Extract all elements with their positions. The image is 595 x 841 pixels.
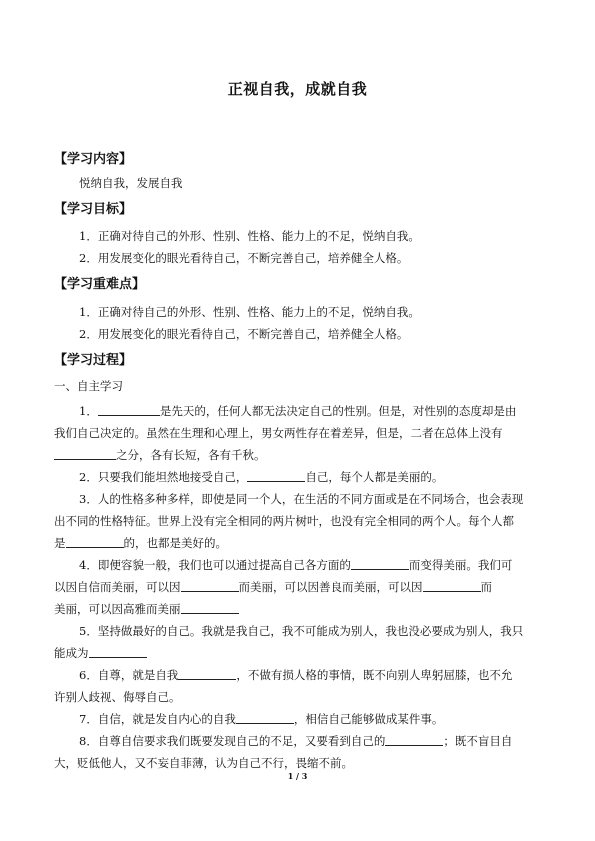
blank-7[interactable] <box>423 580 481 592</box>
item-1-line-2: 我们自己决定的。虽然在生理和心理上，男女两性存在着差异，但是，二者在总体上没有 <box>54 426 503 440</box>
goal-1: 1．正确对待自己的外形、性别、性格、能力上的不足，悦纳自我。 <box>79 229 420 243</box>
blank-4[interactable] <box>66 536 124 548</box>
blank-10[interactable] <box>178 668 236 680</box>
item-1-line-1: 1． 是先天的，任何人都无法决定自己的性别。但是，对性别的态度却是由 <box>79 404 517 418</box>
blank-3[interactable] <box>247 470 305 482</box>
keypoint-2: 2．用发展变化的眼光看待自己，不断完善自己，培养健全人格。 <box>79 327 409 341</box>
item-4-line-1: 4．即便容貌一般，我们也可以通过提高自己各方面的 而变得美丽。我们可 <box>79 558 513 572</box>
item-3-line-2: 出不同的性格特征。世界上没有完全相同的两片树叶，也没有完全相同的两个人。每个人都 <box>54 514 514 528</box>
heading-process: 【学习过程】 <box>54 353 133 368</box>
blank-8[interactable] <box>181 602 239 614</box>
blank-2[interactable] <box>54 448 116 460</box>
item-3-line-1: 3．人的性格多种多样，即使是同一个人，在生活的不同方面或是在不同场合，也会表现 <box>79 492 524 506</box>
blank-11[interactable] <box>236 712 294 724</box>
page-title: 正视自我，成就自我 <box>227 80 368 98</box>
blank-5[interactable] <box>351 558 409 570</box>
heading-goals: 【学习目标】 <box>54 202 133 217</box>
goal-2: 2．用发展变化的眼光看待自己，不断完善自己，培养健全人格。 <box>79 251 409 265</box>
blank-9[interactable] <box>89 646 147 658</box>
item-8-line-2: 大，贬低他人，又不妄自菲薄，认为自己不行，畏缩不前。 <box>54 756 353 770</box>
page-number: 1 / 3 <box>287 771 308 781</box>
item-6-line-2: 许别人歧视、侮辱自己。 <box>54 690 181 704</box>
item-1-line-3: 之分，各有长短，各有千秋。 <box>54 447 266 463</box>
keypoint-1: 1．正确对待自己的外形、性别、性格、能力上的不足，悦纳自我。 <box>79 305 420 319</box>
item-5-line-2: 能成为 <box>54 645 147 661</box>
item-2-line-1: 2．只要我们能坦然地接受自己， 自己，每个人都是美丽的。 <box>79 470 444 484</box>
item-7-line-1: 7．自信，就是发自内心的自我 ，相信自己能够做成某件事。 <box>79 712 444 726</box>
part-1-title: 一、自主学习 <box>54 379 123 393</box>
blank-1[interactable] <box>98 404 160 416</box>
blank-12[interactable] <box>385 734 443 746</box>
content-text: 悦纳自我，发展自我 <box>79 176 183 190</box>
heading-keypoints: 【学习重难点】 <box>54 277 146 292</box>
item-5-line-1: 5．坚持做最好的自己。我就是我自己，我不可能成为别人，我也没必要成为别人，我只 <box>79 624 524 638</box>
blank-6[interactable] <box>181 580 239 592</box>
heading-content: 【学习内容】 <box>54 152 133 167</box>
item-4-line-2: 以因自信而美丽，可以因 而美丽，可以因善良而美丽，可以因 而 <box>54 580 492 594</box>
item-6-line-1: 6．自尊，就是自我 ，不做有损人格的事情，既不向别人卑躬屈膝，也不允 <box>79 668 513 682</box>
item-3-line-3: 是 的，也都是美好的。 <box>54 536 227 550</box>
item-8-line-1: 8．自尊自信要求我们既要发现自己的不足，又要看到自己的 ；既不盲目自 <box>79 734 513 748</box>
item-4-line-3: 美丽，可以因高雅而美丽 <box>54 601 239 617</box>
